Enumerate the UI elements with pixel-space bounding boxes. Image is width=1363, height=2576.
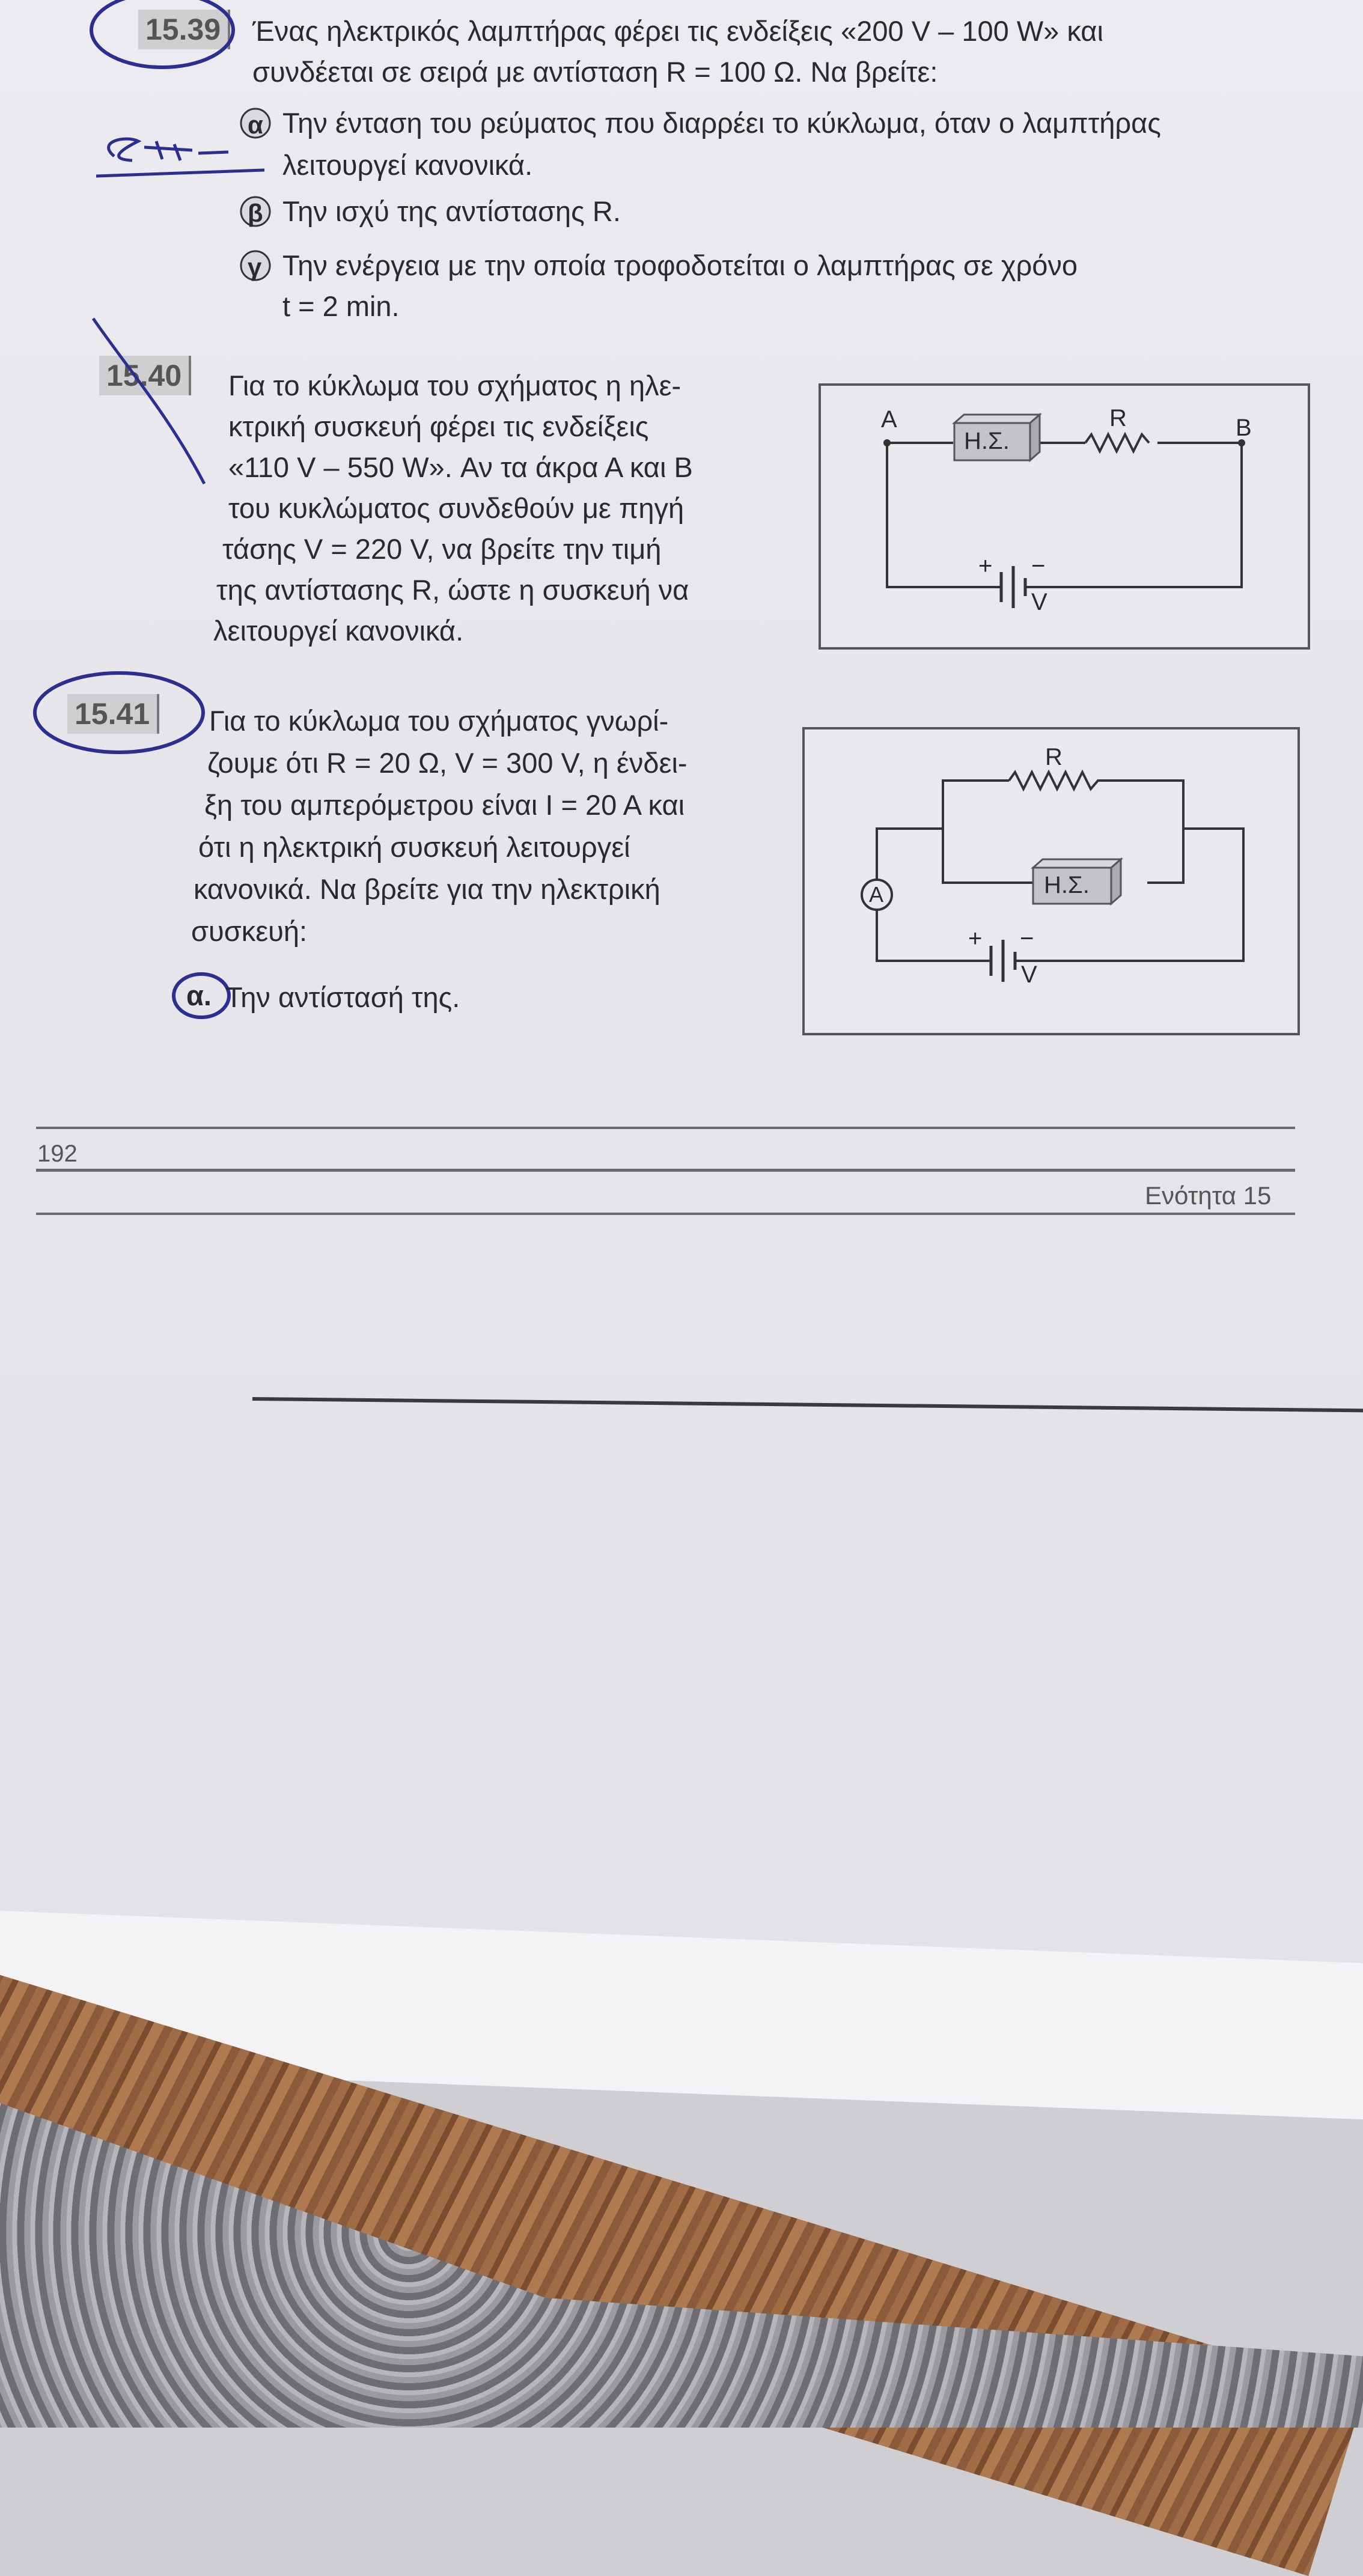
battery-plus-label: +: [978, 553, 993, 579]
handwritten-annotation: [84, 123, 276, 189]
p41-line-1: Για το κύκλωμα του σχήματος γνωρί-: [209, 705, 669, 737]
battery-plus-label: +: [968, 925, 983, 952]
source-v-label: V: [1021, 961, 1037, 988]
circuit-diagram-15-40: [819, 383, 1310, 650]
p40-line-1: Για το κύκλωμα του σχήματος η ηλε-: [228, 370, 682, 401]
p39-line-2: συνδέεται σε σειρά με αντίσταση R = 100 Ω. Να βρείτε:: [252, 56, 938, 88]
p40-line-5: τάσης V = 220 V, να βρείτε την τιμή: [222, 533, 662, 565]
handwritten-strike-15-40: [84, 312, 222, 493]
battery-minus-label: −: [1020, 925, 1034, 952]
resistor-r-label: R: [1045, 744, 1063, 770]
handwritten-circle-15-39: [84, 0, 264, 78]
p39-item-b-text: Την ισχύ της αντίστασης R.: [282, 195, 621, 227]
p39-item-c-line-1: Την ενέργεια με την οποία τροφοδοτείται ο λαμπτήρας σε χρόνο: [282, 249, 1078, 281]
footer-rule-middle: [36, 1169, 1295, 1172]
ammeter-label: A: [869, 882, 884, 907]
problem-number-15-39: 15.39: [138, 10, 230, 49]
p41-line-4: ότι η ηλεκτρική συσκευή λειτουργεί: [198, 831, 630, 863]
p39-item-c-line-2: t = 2 min.: [282, 290, 400, 322]
p41-line-5: κανονικά. Να βρείτε για την ηλεκτρική: [194, 873, 660, 905]
battery-minus-label: −: [1031, 553, 1046, 579]
p39-item-a-line-2: λειτουργεί κανονικά.: [282, 149, 533, 181]
circuit-diagram-15-41: [802, 727, 1300, 1035]
p39-line-1: Ένας ηλεκτρικός λαμπτήρας φέρει τις ενδείξεις «200 V – 100 W» και: [252, 15, 1103, 47]
handwritten-circle-15-41: [29, 666, 209, 762]
p40-line-3: «110 V – 550 W». Αν τα άκρα Α και Β: [228, 451, 693, 483]
p41-line-3: ξη του αμπερόμετρου είναι I = 20 A και: [204, 789, 685, 821]
terminal-b-label: Β: [1236, 415, 1252, 441]
terminal-a-label: Α: [881, 406, 897, 433]
footer-rule-bottom: [36, 1213, 1295, 1215]
p40-line-4: του κυκλώματος συνδεθούν με πηγή: [228, 492, 685, 524]
p41-item-a-label: α.: [186, 979, 212, 1011]
p39-item-a-line-1: Την ένταση του ρεύματος που διαρρέει το κύκλωμα, όταν ο λαμπτήρας: [282, 107, 1161, 139]
section-label: Ενότητα 15: [1145, 1181, 1272, 1210]
resistor-r-label: R: [1109, 405, 1127, 431]
footer-rule-top: [36, 1127, 1295, 1129]
p41-line-2: ζουμε ότι R = 20 Ω, V = 300 V, η ένδει-: [207, 747, 688, 779]
problem-number-15-41: 15.41: [67, 694, 159, 734]
page-number: 192: [37, 1140, 78, 1167]
p40-line-6: της αντίστασης R, ώστε η συσκευή να: [216, 574, 689, 606]
p39-item-a-label: α: [248, 111, 263, 139]
p39-item-c-label: γ: [248, 253, 262, 281]
source-v-label: V: [1031, 589, 1047, 615]
p39-item-b-label: β: [248, 199, 263, 227]
device-label: Η.Σ.: [1044, 872, 1090, 898]
p41-item-a-text: Την αντίστασή της.: [225, 981, 460, 1013]
p40-line-7: λειτουργεί κανονικά.: [213, 615, 464, 647]
problem-number-15-40: 15.40: [99, 356, 191, 395]
p40-line-2: κτρική συσκευή φέρει τις ενδείξεις: [228, 410, 649, 442]
p41-line-6: συσκευή:: [191, 915, 308, 947]
device-label: Η.Σ.: [964, 428, 1010, 454]
